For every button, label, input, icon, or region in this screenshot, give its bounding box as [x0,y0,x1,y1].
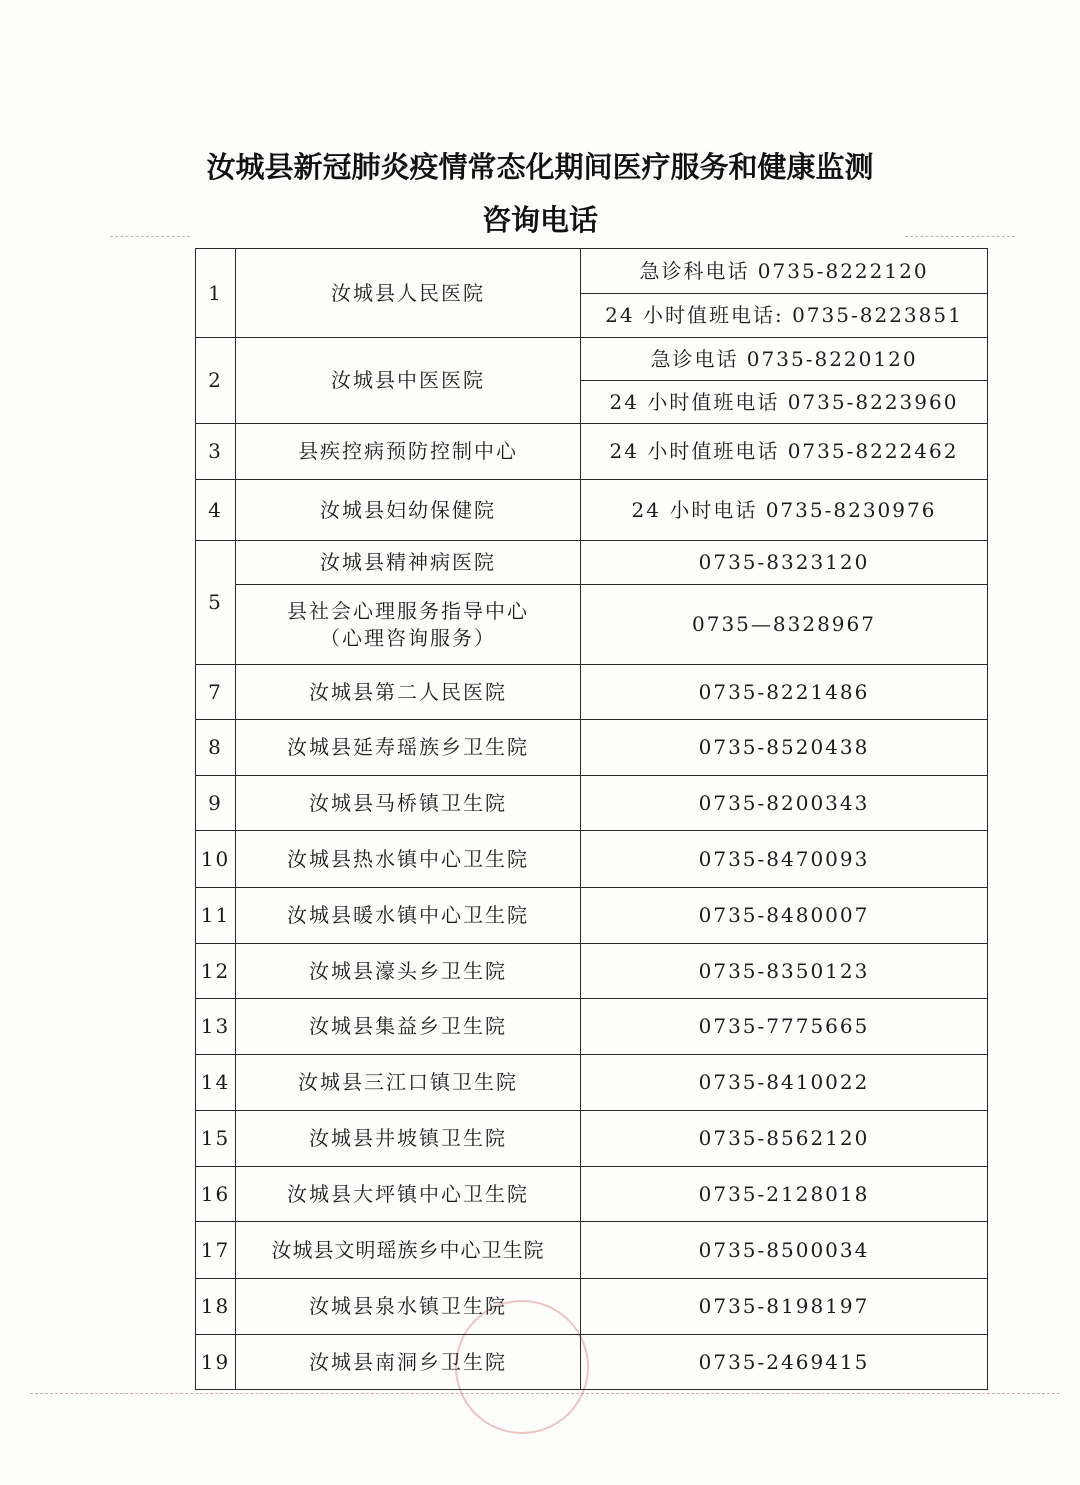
row-number: 11 [196,888,236,944]
table-row [196,999,988,1055]
institution-name: 汝城县精神病医院 [236,541,581,585]
phone-number: 0735-8198197 [581,1279,988,1335]
row-number: 5 [196,541,236,665]
institution-name: 汝城县延寿瑶族乡卫生院 [236,720,581,776]
phone-number: 0735—8328967 [581,585,988,665]
institution-name: 汝城县人民医院 [236,249,581,338]
row-number: 19 [196,1335,236,1390]
row-number: 9 [196,776,236,831]
table-row [196,1222,988,1279]
row-number: 16 [196,1167,236,1222]
institution-name: 汝城县井坡镇卫生院 [236,1111,581,1167]
row-number: 2 [196,338,236,424]
institution-name: 县疾控病预防控制中心 [236,424,581,480]
document-title-line-2: 咨询电话 [481,203,598,237]
row-number: 10 [196,831,236,888]
table-row [196,1335,988,1390]
institution-name [236,585,581,665]
phone-number: 0735-8470093 [581,831,988,888]
row-number: 8 [196,720,236,776]
row-number: 14 [196,1055,236,1111]
phone-number: 0735-2128018 [581,1167,988,1222]
row-number: 3 [196,424,236,480]
table-row [196,831,988,888]
table-row [196,480,988,541]
institution-name: 汝城县妇幼保健院 [236,480,581,541]
table-row [196,1055,988,1111]
table-row [196,1279,988,1335]
row-number: 13 [196,999,236,1055]
phone-number: 0735-8410022 [581,1055,988,1111]
phone-number: 0735-2469415 [581,1335,988,1390]
phone-number: 急诊电话 0735-8220120 [581,338,988,381]
phone-number: 0735-8480007 [581,888,988,944]
institution-name: 汝城县大坪镇中心卫生院 [236,1167,581,1222]
phone-number: 0735-7775665 [581,999,988,1055]
institution-name: 汝城县集益乡卫生院 [236,999,581,1055]
table-row [196,888,988,944]
row-number: 17 [196,1222,236,1279]
phone-number: 24 小时值班电话: 0735-8223851 [581,294,988,338]
table-row [196,424,988,480]
institution-name-main: 县社会心理服务指导中心 [287,598,529,623]
table-row [196,585,988,665]
phone-number: 0735-8520438 [581,720,988,776]
table-row [196,944,988,999]
institution-name: 汝城县马桥镇卫生院 [236,776,581,831]
row-number: 15 [196,1111,236,1167]
table-row [196,338,988,381]
phone-number: 急诊科电话 0735-8222120 [581,249,988,294]
phone-number: 0735-8323120 [581,541,988,585]
table-row [196,720,988,776]
table-row [196,665,988,720]
table-row [196,249,988,294]
table-row [196,1167,988,1222]
phone-number: 0735-8200343 [581,776,988,831]
row-number: 1 [196,249,236,338]
row-number: 7 [196,665,236,720]
contact-phone-table [195,248,988,1390]
institution-name: 汝城县暖水镇中心卫生院 [236,888,581,944]
institution-name: 汝城县中医医院 [236,338,581,424]
institution-name: 汝城县南洞乡卫生院 [236,1335,581,1390]
institution-name: 汝城县热水镇中心卫生院 [236,831,581,888]
phone-number: 0735-8562120 [581,1111,988,1167]
table-row [196,541,988,585]
phone-number: 24 小时电话 0735-8230976 [581,480,988,541]
phone-number: 24 小时值班电话 0735-8223960 [581,381,988,424]
row-number: 18 [196,1279,236,1335]
institution-name-note: （心理咨询服务） [320,625,496,650]
phone-number: 0735-8500034 [581,1222,988,1279]
phone-number: 0735-8221486 [581,665,988,720]
table-row [196,776,988,831]
document-title-line-1: 汝城县新冠肺炎疫情常态化期间医疗服务和健康监测 [206,150,874,184]
phone-number: 24 小时值班电话 0735-8222462 [581,424,988,480]
row-number: 4 [196,480,236,541]
table-row [196,1111,988,1167]
institution-name: 汝城县濠头乡卫生院 [236,944,581,999]
institution-name: 汝城县三江口镇卫生院 [236,1055,581,1111]
institution-name: 汝城县文明瑶族乡中心卫生院 [236,1222,581,1279]
phone-number: 0735-8350123 [581,944,988,999]
institution-name: 汝城县第二人民医院 [236,665,581,720]
institution-name: 汝城县泉水镇卫生院 [236,1279,581,1335]
row-number: 12 [196,944,236,999]
